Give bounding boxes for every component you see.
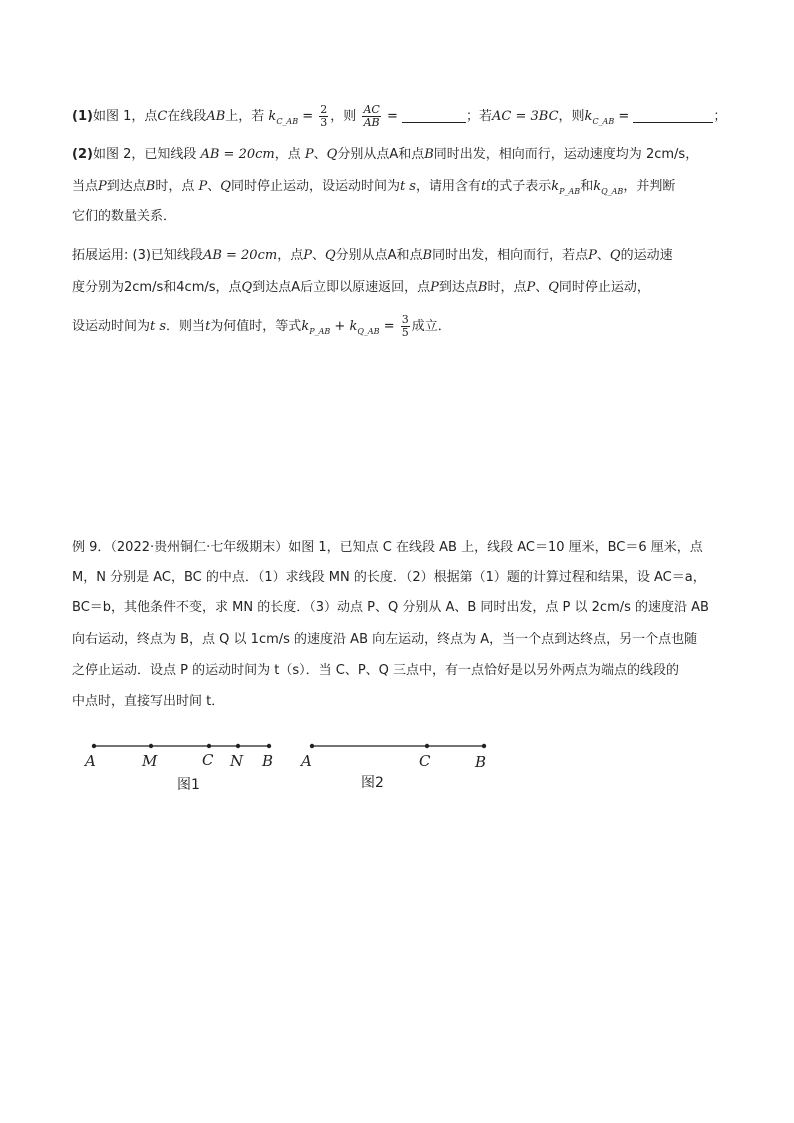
text: 同时停止运动， <box>558 280 650 295</box>
var-q: Q <box>609 248 621 263</box>
example-line-2: M，N 分别是 AC，BC 的中点．（1）求线段 MN 的长度．（2）根据第（1）题的计算过程和结果，设 AC＝a， <box>72 570 706 585</box>
text: 拓展运用: (3)已知线段 <box>72 248 203 263</box>
var-b: B <box>424 147 434 162</box>
text: ，并判断 <box>623 179 676 194</box>
var-q: Q <box>324 248 336 263</box>
label-m: M <box>142 752 158 770</box>
equals: = <box>386 109 398 124</box>
point-a <box>310 744 314 748</box>
denominator: 5 <box>401 326 409 339</box>
text: 上，若 <box>225 109 265 124</box>
text: 如图 2，已知线段 <box>92 147 197 162</box>
example-line-3: BC＝b，其他条件不变，求 MN 的长度．（3）动点 P、Q 分别从 A、B 同时出发，点 P 以 2cm/s 的速度沿 AB <box>72 600 709 615</box>
point-b <box>267 744 271 748</box>
point-m <box>149 744 153 748</box>
text: 、 <box>311 248 325 263</box>
point-c <box>425 744 429 748</box>
denominator: 3 <box>320 116 328 129</box>
k-symbol: k <box>593 179 602 194</box>
time-ts: t s <box>399 179 416 194</box>
speed-p: 2cm/s <box>124 280 164 295</box>
text: 、 <box>313 147 327 162</box>
k-symbol: k <box>301 319 310 334</box>
time-ts: t s <box>150 319 167 334</box>
var-b: B <box>477 280 488 295</box>
example-line-1: 例 9．（2022·贵州铜仁·七年级期末）如图 1，已知点 C 在线段 AB 上，线段 AC＝10 厘米，BC＝6 厘米，点 <box>72 540 703 555</box>
text: ，则 <box>330 109 357 124</box>
text: 到达点A后立即以原速返回，点 <box>252 280 431 295</box>
text: 为何值时，等式 <box>210 319 302 334</box>
var-p: P <box>303 248 312 263</box>
text: 和 <box>163 280 177 295</box>
label-n: N <box>230 752 244 770</box>
label-b: B <box>262 752 274 770</box>
example-line-4: 向右运动，终点为 B，点 Q 以 1cm/s 的速度沿 AB 向左运动，终点为 A，当一个点到达终点，另一个点也随 <box>72 632 698 647</box>
k-subscript: C_AB <box>276 117 299 126</box>
example-line-5: 之停止运动．设点 P 的运动时间为 t（s）．当 C、P、Q 三点中，有一点恰好是以另外两点为端点的线段的 <box>72 663 680 678</box>
text: 的运动速 <box>620 248 673 263</box>
text: 、 <box>535 280 549 295</box>
point-c <box>207 744 211 748</box>
numerator: AC <box>363 103 380 116</box>
figure-1 <box>83 744 273 793</box>
k-subscript: Q_AB <box>601 187 624 196</box>
k-symbol: k <box>584 109 593 124</box>
text: 度分别为 <box>72 280 125 295</box>
text: ，点 <box>277 248 304 263</box>
numerator: 2 <box>320 103 328 116</box>
denominator: AB <box>363 116 380 129</box>
text: 如图 1，点 <box>92 109 158 124</box>
text: ；若 <box>466 109 493 124</box>
text: ，点 <box>274 147 301 162</box>
text: 和 <box>580 179 594 194</box>
var-ab: AB <box>206 109 226 124</box>
text: 分别从点A和点 <box>337 147 425 162</box>
var-p: P <box>304 147 314 162</box>
point-a <box>92 744 96 748</box>
var-q: Q <box>548 280 559 295</box>
text: 时，点 <box>487 280 527 295</box>
label-c: C <box>419 752 431 770</box>
text: 成立． <box>411 319 451 334</box>
text: 设运动时间为 <box>72 319 151 334</box>
text: 同时出发，相向而行，运动速度均为 <box>433 147 642 162</box>
var-q: Q <box>220 179 231 194</box>
figure-1-caption: 图1 <box>177 777 200 793</box>
text: 的式子表示 <box>486 179 552 194</box>
text: 在线段 <box>167 109 207 124</box>
part-2-marker: (2) <box>72 147 93 162</box>
text: 到达点 <box>438 280 478 295</box>
var-t: t <box>481 179 487 194</box>
equals: = <box>383 319 395 334</box>
var-p: P <box>198 179 208 194</box>
point-n <box>236 744 240 748</box>
figure-2 <box>299 744 486 791</box>
k-subscript: P_AB <box>309 327 331 336</box>
var-p: P <box>526 280 536 295</box>
speed: 2cm/s <box>645 147 686 162</box>
text: ； <box>713 109 727 124</box>
text: 到达点 <box>106 179 146 194</box>
var-p: P <box>98 179 107 194</box>
label-b: B <box>475 753 487 771</box>
text: 分别从点A和点 <box>335 248 423 263</box>
part-1-marker: (1) <box>72 109 93 124</box>
k-symbol: k <box>268 109 277 124</box>
text: 同时出发，相向而行，若点 <box>432 248 589 263</box>
text: 同时停止运动，设运动时间为 <box>230 179 400 194</box>
segment-length: AB = 20cm <box>200 147 275 162</box>
text: ．则当 <box>166 319 206 334</box>
text: 时，点 <box>155 179 195 194</box>
text: ，请用含有 <box>415 179 481 194</box>
text: 它们的数量关系． <box>72 209 177 224</box>
condition: AC = 3BC <box>492 109 559 124</box>
figure-2-caption: 图2 <box>361 775 384 791</box>
equals: = <box>618 109 630 124</box>
label-a: A <box>301 752 312 770</box>
text: ， <box>685 147 699 162</box>
var-q: Q <box>326 147 338 162</box>
numerator: 3 <box>401 313 409 326</box>
var-c: C <box>157 109 168 124</box>
var-b: B <box>422 248 433 263</box>
text: 、 <box>596 248 610 263</box>
text: ，则 <box>558 109 585 124</box>
var-b: B <box>145 179 156 194</box>
example-line-6: 中点时，直接写出时间 t． <box>72 694 225 709</box>
plus: + <box>334 319 346 334</box>
label-c: C <box>202 751 214 769</box>
label-a: A <box>85 752 96 770</box>
point-b <box>482 744 486 748</box>
var-t: t <box>205 319 211 334</box>
k-symbol: k <box>349 319 358 334</box>
var-p: P <box>430 280 439 295</box>
k-subscript: P_AB <box>559 187 581 196</box>
segment-length: AB = 20cm <box>202 248 278 263</box>
var-p: P <box>588 248 597 263</box>
k-subscript: Q_AB <box>357 327 380 336</box>
equals: = <box>302 109 314 124</box>
speed-q: 4cm/s <box>176 280 216 295</box>
text: 、 <box>207 179 221 194</box>
text: 当点 <box>72 179 99 194</box>
k-symbol: k <box>551 179 560 194</box>
var-q: Q <box>241 280 253 295</box>
k-subscript: C_AB <box>592 117 615 126</box>
text: ，点 <box>215 280 242 295</box>
